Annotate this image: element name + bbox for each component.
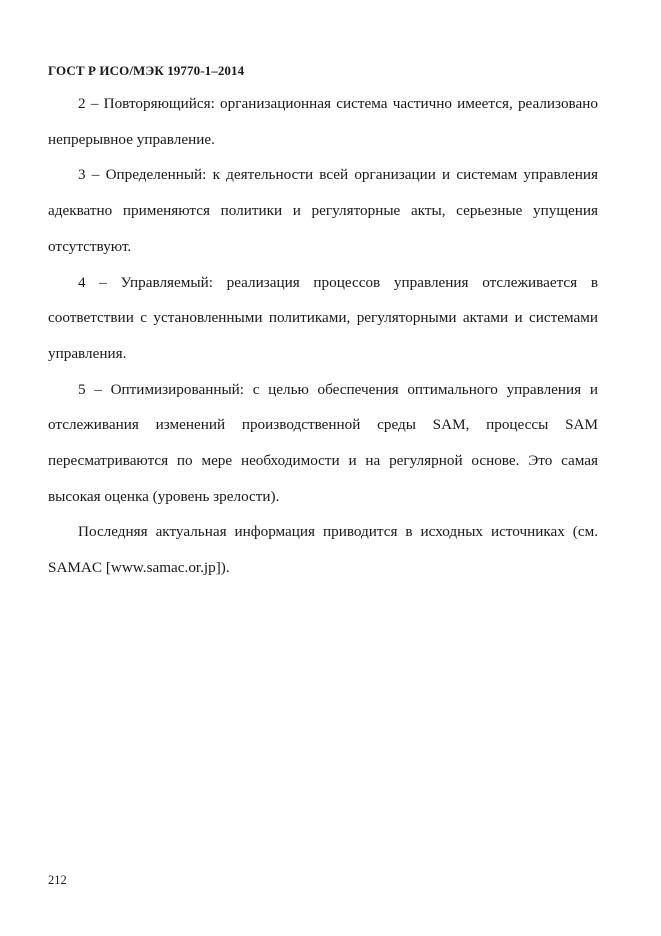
paragraph-level-2: 2 – Повторяющийся: организационная система частично имеется, реализовано непрерывное управление. bbox=[48, 95, 598, 148]
paragraph-level-4: 4 – Управляемый: реализация процессов управления отслеживается в соответствии с установленными политиками, регуляторными актами и системами управления. bbox=[48, 273, 598, 362]
page-number: 212 bbox=[48, 873, 67, 887]
paragraph-level-3: 3 – Определенный: к деятельности всей организации и системам управления адекватно применяются политики и регуляторные акты, серьезные упущения отсутствуют. bbox=[48, 166, 598, 255]
paragraph-level-5: 5 – Оптимизированный: с целью обеспечения оптимального управления и отслеживания изменений производственной среды SAM, процессы SAM пересматриваются по мере необходимости и на регулярной основе. Это самая высокая оценка (уровень зрелости). bbox=[48, 380, 598, 505]
paragraph-sources: Последняя актуальная информация приводится в исходных источниках (см. SAMAC [www.samac.or.jp]). bbox=[48, 523, 598, 577]
body-text bbox=[48, 86, 598, 586]
standard-header: ГОСТ Р ИСО/МЭК 19770-1–2014 bbox=[48, 63, 245, 78]
